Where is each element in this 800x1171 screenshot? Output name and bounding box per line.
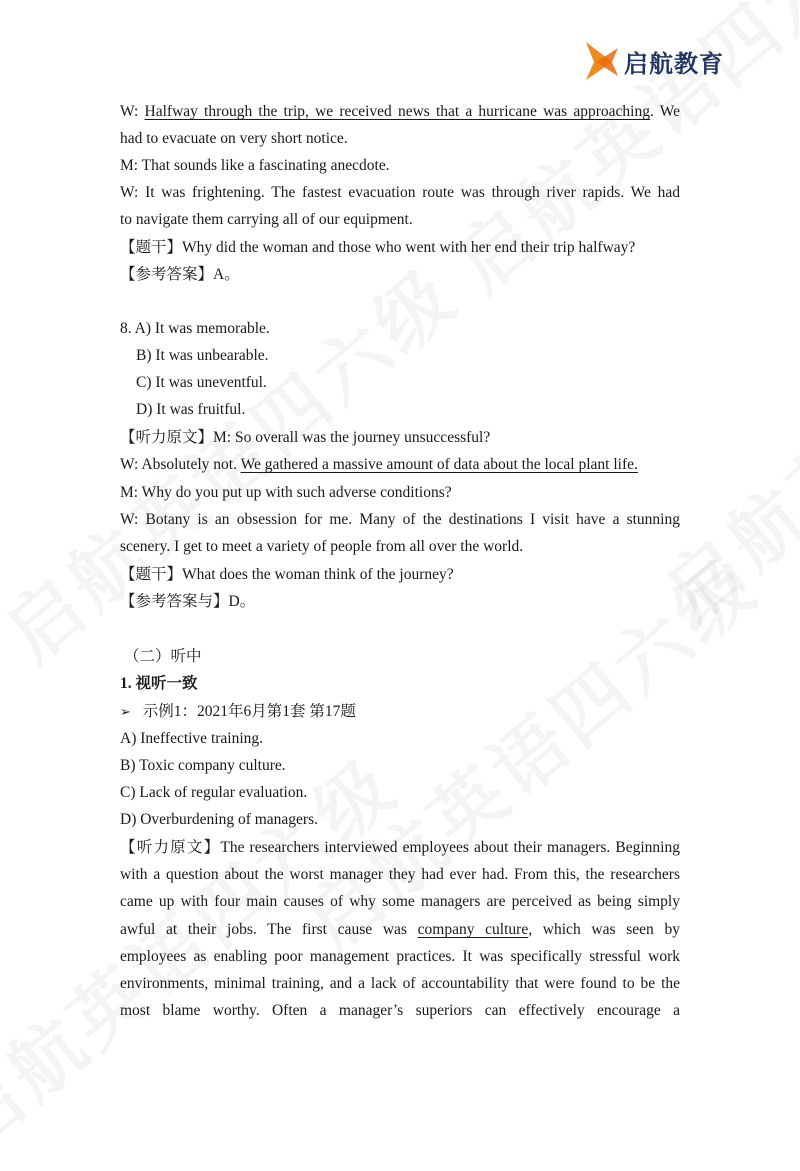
transcript-line: W: Botany is an obsession for me. Many of the destinations I visit have a stunning (120, 511, 680, 528)
transcript-line: W: Absolutely not. We gathered a massive amount of data about the local plant life. (120, 456, 638, 473)
option-a: A) Ineffective training. (120, 730, 264, 747)
brand-logo (582, 40, 724, 82)
transcript-line: environments, minimal training, and a lack of accountability that were found to be the (120, 975, 680, 992)
option-c: C) Lack of regular evaluation. (120, 784, 308, 801)
text-line: W: It was frightening. The fastest evacuation route was through river rapids. We had (120, 184, 680, 201)
text-line: W: Halfway through the trip, we received news that a hurricane was approaching. We (120, 103, 680, 120)
option-d: D) It was fruitful. (136, 401, 246, 418)
option-a: 8. A) It was memorable. (120, 320, 270, 337)
text-line: M: That sounds like a fascinating anecdote. (120, 157, 390, 174)
reference-answer: 【参考答案与】D。 (120, 593, 256, 610)
transcript-line: scenery. I get to meet a variety of people from all over the world. (120, 538, 524, 555)
transcript-line: 【听力原文】The researchers interviewed employees about their managers. Beginning (120, 839, 680, 856)
arrow-bullet-icon: ➢ (120, 705, 131, 720)
transcript-line: most blame worthy. Often a manager’s superiors can effectively encourage a (120, 1002, 680, 1019)
reference-answer: 【参考答案】A。 (120, 266, 240, 283)
text-line: had to evacuate on very short notice. (120, 130, 348, 147)
underlined-key-sentence: Halfway through the trip, we received news that a hurricane was approaching (144, 103, 650, 120)
logo-arrow-icon (582, 40, 622, 82)
watermark (640, 200, 800, 641)
option-b: B) It was unbearable. (136, 347, 269, 364)
text-line: to navigate them carrying all of our equipment. (120, 211, 413, 228)
transcript-line: 【听力原文】M: So overall was the journey unsuccessful? (120, 429, 491, 446)
option-b: B) Toxic company culture. (120, 757, 286, 774)
question-stem: 【题干】Why did the woman and those who went with her end their trip halfway? (120, 239, 636, 256)
transcript-line: awful at their jobs. The first cause was company culture, which was seen by (120, 921, 680, 938)
transcript-line: with a question about the worst manager they had ever had. From this, the researchers (120, 866, 680, 883)
section-heading: （二）听中 (124, 648, 202, 665)
transcript-line: came up with four main causes of why some managers are perceived as being simply (120, 893, 680, 910)
underlined-key-sentence: We gathered a massive amount of data about the local plant life. (240, 456, 638, 473)
example-label: ➢ 示例1：2021年6月第1套 第17题 (120, 703, 356, 720)
logo-text: 启航教育 (624, 49, 724, 78)
option-d: D) Overburdening of managers. (120, 811, 318, 828)
subsection-heading: 1. 视听一致 (120, 675, 198, 692)
option-c: C) It was uneventful. (136, 374, 267, 391)
transcript-line: employees as enabling poor management practices. It was specifically stressful work (120, 948, 680, 965)
question-stem: 【题干】What does the woman think of the journey? (120, 566, 454, 583)
transcript-line: M: Why do you put up with such adverse conditions? (120, 484, 452, 501)
underlined-key-phrase: company culture (417, 921, 529, 938)
